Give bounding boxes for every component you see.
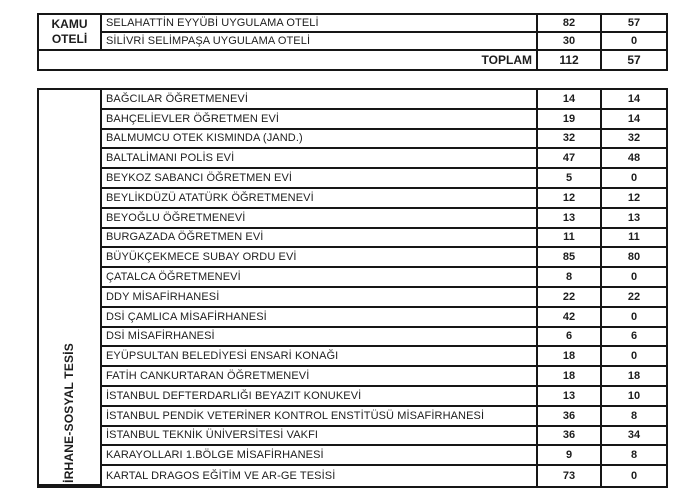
facility-name-cell: KARTAL DRAGOS EĞİTİM VE AR-GE TESİSİ: [102, 466, 538, 486]
kamu-oteli-table: [37, 13, 668, 71]
capacity-col1-cell: 13: [538, 387, 602, 407]
capacity-col1-cell: 18: [538, 367, 602, 387]
capacity-col1-cell: 13: [538, 209, 602, 229]
toplam-col2-cell: 57: [627, 53, 641, 67]
facility-name-cell: FATİH CANKURTARAN ÖĞRETMENEVİ: [102, 367, 538, 387]
toplam-col1-cell: 112: [538, 51, 602, 69]
capacity-col1-cell: 82: [538, 15, 602, 33]
capacity-col1-cell: 9: [538, 446, 602, 466]
capacity-col2-cell: 80: [602, 248, 666, 268]
capacity-col1-cell: 11: [538, 229, 602, 249]
capacity-col2-cell: 48: [602, 149, 666, 169]
capacity-col2-cell: 18: [602, 367, 666, 387]
facility-name-cell: BEYOĞLU ÖĞRETMENEVİ: [102, 209, 538, 229]
capacity-col1-cell: 14: [538, 90, 602, 110]
capacity-col2-cell: 0: [602, 33, 666, 51]
facility-name-cell: BAHÇELİEVLER ÖĞRETMEN EVİ: [102, 110, 538, 130]
capacity-col1-cell: 42: [538, 308, 602, 328]
capacity-col2-cell: 13: [602, 209, 666, 229]
capacity-col1-cell: 19: [538, 110, 602, 130]
capacity-col2-cell: 32: [602, 130, 666, 150]
capacity-col1-cell: 18: [538, 347, 602, 367]
capacity-col1-cell: 36: [538, 427, 602, 447]
capacity-col2-cell: 12: [602, 189, 666, 209]
capacity-col1-cell: 32: [538, 130, 602, 150]
capacity-col2-cell: 0: [602, 268, 666, 288]
facility-name-cell: BEYKOZ SABANCI ÖĞRETMEN EVİ: [102, 169, 538, 189]
group-cell-kamu-oteli: KAMU OTELİ: [39, 15, 102, 51]
capacity-col1-cell: 73: [538, 466, 602, 486]
capacity-col2-cell: 6: [602, 328, 666, 348]
capacity-col1-cell: 22: [538, 288, 602, 308]
facility-name-cell: BALMUMCU OTEK KISMINDA (JAND.): [102, 130, 538, 150]
facility-name-cell: İSTANBUL TEKNİK ÜNİVERSİTESİ VAKFI: [102, 427, 538, 447]
capacity-col2-cell: 14: [602, 110, 666, 130]
capacity-col2-cell: 10: [602, 387, 666, 407]
capacity-col1-cell: 47: [538, 149, 602, 169]
toplam-label-cell: TOPLAM: [39, 51, 538, 69]
capacity-col2-cell: 14: [602, 90, 666, 110]
capacity-col1-cell: 85: [538, 248, 602, 268]
facility-name-cell: BEYLİKDÜZÜ ATATÜRK ÖĞRETMENEVİ: [102, 189, 538, 209]
facility-name-cell: KARAYOLLARI 1.BÖLGE MİSAFİRHANESİ: [102, 446, 538, 466]
capacity-col2-cell: 0: [602, 308, 666, 328]
capacity-col2-cell: 0: [602, 169, 666, 189]
misafirhane-table: [37, 88, 668, 488]
facility-name-cell: BÜYÜKÇEKMECE SUBAY ORDU EVİ: [102, 248, 538, 268]
facility-name-cell: SELAHATTİN EYYÜBİ UYGULAMA OTELİ: [102, 15, 538, 33]
group-cell-misafirhane: [39, 90, 102, 486]
capacity-col1-cell: 6: [538, 328, 602, 348]
facility-name-cell: DSİ ÇAMLICA MİSAFİRHANESİ: [102, 308, 538, 328]
capacity-col2-cell: 8: [602, 446, 666, 466]
facility-name-cell: SİLİVRİ SELİMPAŞA UYGULAMA OTELİ: [102, 33, 538, 51]
facility-name-cell: ÇATALCA ÖĞRETMENEVİ: [102, 268, 538, 288]
capacity-col2-cell: 11: [602, 229, 666, 249]
capacity-col2-cell: 57: [602, 15, 666, 33]
capacity-col2-cell: 34: [602, 427, 666, 447]
capacity-col1-cell: 12: [538, 189, 602, 209]
capacity-col2-cell: 0: [630, 470, 638, 483]
facility-name-cell: İSTANBUL DEFTERDARLIĞI BEYAZIT KONUKEVİ: [102, 387, 538, 407]
capacity-col2-cell: 8: [602, 407, 666, 427]
facility-name-cell: DSİ MİSAFİRHANESİ: [102, 328, 538, 348]
facility-name-cell: BALTALİMANI POLİS EVİ: [102, 149, 538, 169]
capacity-col1-cell: 5: [538, 169, 602, 189]
facility-name-cell: EYÜPSULTAN BELEDİYESİ ENSARİ KONAĞI: [102, 347, 538, 367]
rotated-group-label: İRHANE-SOSYAL TESİS: [62, 343, 76, 483]
capacity-col2-cell: 0: [602, 347, 666, 367]
capacity-col1-cell: 30: [538, 33, 602, 51]
facility-name-cell: BURGAZADA ÖĞRETMEN EVİ: [102, 229, 538, 249]
capacity-col1-cell: 36: [538, 407, 602, 427]
facility-name-cell: DDY MİSAFİRHANESİ: [102, 288, 538, 308]
facility-name-cell: İSTANBUL PENDİK VETERİNER KONTROL ENSTİTÜSÜ MİSAFİRHANESİ: [102, 407, 538, 427]
facility-name-cell: BAĞCILAR ÖĞRETMENEVİ: [102, 90, 538, 110]
capacity-col1-cell: 8: [538, 268, 602, 288]
capacity-col2-cell: 22: [602, 288, 666, 308]
